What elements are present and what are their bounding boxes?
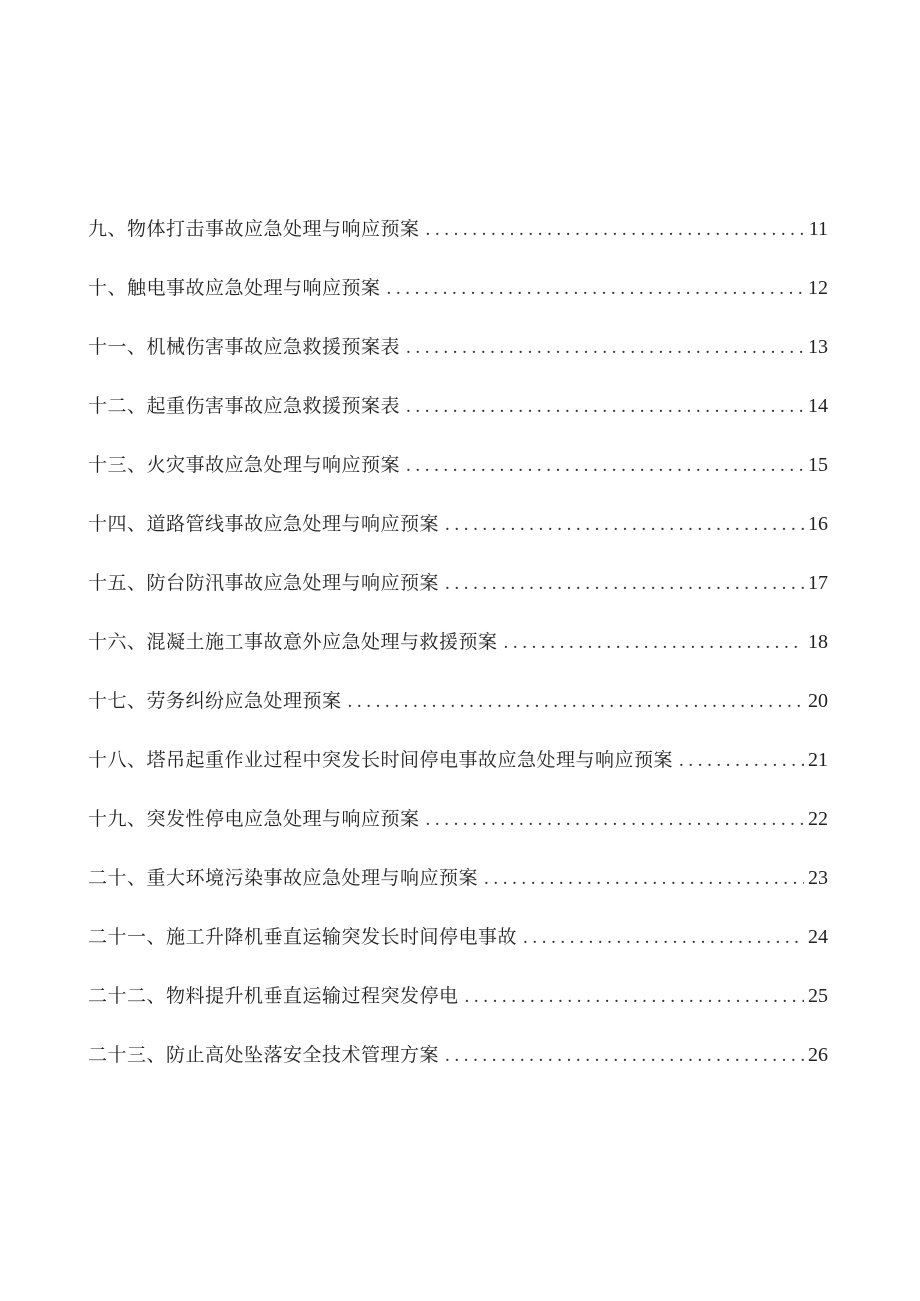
toc-entry[interactable] [88, 269, 828, 328]
toc-dot-leader [387, 270, 804, 308]
toc-page-number: 15 [808, 454, 828, 476]
toc-dot-leader [348, 683, 804, 721]
toc-entry-title: 十七、劳务纠纷应急处理预案 [88, 690, 342, 712]
toc-entry[interactable] [88, 446, 828, 505]
toc-dot-leader [406, 329, 804, 367]
toc-page-number: 11 [808, 218, 828, 240]
toc-entry-title: 十、触电事故应急处理与响应预案 [88, 277, 381, 299]
toc-entry[interactable] [88, 328, 828, 387]
toc-page-number: 22 [808, 808, 828, 830]
toc-entry[interactable] [88, 564, 828, 623]
toc-entry-title: 十四、道路管线事故应急处理与响应预案 [88, 513, 440, 535]
toc-entry[interactable] [88, 623, 828, 682]
toc-dot-leader [504, 624, 804, 662]
toc-dot-leader [426, 211, 805, 249]
toc-entry-title: 十二、起重伤害事故应急救援预案表 [88, 395, 401, 417]
toc-entry-title: 十一、机械伤害事故应急救援预案表 [88, 336, 401, 358]
toc-entry[interactable] [88, 387, 828, 446]
toc-entry[interactable] [88, 977, 828, 1036]
toc-page-number: 25 [808, 985, 828, 1007]
toc-entry[interactable] [88, 1036, 828, 1095]
toc-page-number: 16 [808, 513, 828, 535]
toc-entry[interactable] [88, 741, 828, 800]
toc-dot-leader [484, 860, 804, 898]
toc-dot-leader [445, 565, 804, 603]
toc-dot-leader [465, 978, 804, 1016]
toc-dot-leader [445, 506, 804, 544]
toc-page-number: 26 [808, 1044, 828, 1066]
toc-page-number: 24 [808, 926, 828, 948]
toc-entry[interactable] [88, 918, 828, 977]
toc-page-number: 23 [808, 867, 828, 889]
toc-dot-leader [426, 801, 804, 839]
toc-dot-leader [406, 447, 804, 485]
toc-entry-title: 十五、防台防汛事故应急处理与响应预案 [88, 572, 440, 594]
toc-entry[interactable] [88, 800, 828, 859]
toc-page-number: 21 [808, 749, 828, 771]
toc-entry-title: 二十三、防止高处坠落安全技术管理方案 [88, 1044, 440, 1066]
toc-entry-title: 十六、混凝土施工事故意外应急处理与救援预案 [88, 631, 498, 653]
toc-page-number: 17 [808, 572, 828, 594]
toc-page-number: 14 [808, 395, 828, 417]
toc-page-number: 12 [808, 277, 828, 299]
toc-entry-title: 二十一、施工升降机垂直运输突发长时间停电事故 [88, 926, 518, 948]
toc-entry-title: 九、物体打击事故应急处理与响应预案 [88, 218, 420, 240]
toc-entry[interactable] [88, 682, 828, 741]
toc-entry-title: 十三、火灾事故应急处理与响应预案 [88, 454, 401, 476]
toc-entry-title: 十九、突发性停电应急处理与响应预案 [88, 808, 420, 830]
toc-page-number: 18 [808, 631, 828, 653]
toc-entry-title: 二十二、物料提升机垂直运输过程突发停电 [88, 985, 459, 1007]
toc-entry[interactable] [88, 859, 828, 918]
toc-dot-leader [679, 742, 804, 780]
toc-entry-title: 二十、重大环境污染事故应急处理与响应预案 [88, 867, 479, 889]
toc-dot-leader [523, 919, 804, 957]
table-of-contents [88, 210, 828, 1095]
toc-page-number: 20 [808, 690, 828, 712]
toc-dot-leader [406, 388, 804, 426]
toc-entry[interactable] [88, 210, 828, 269]
toc-dot-leader [445, 1037, 804, 1075]
toc-page-number: 13 [808, 336, 828, 358]
toc-entry-title: 十八、塔吊起重作业过程中突发长时间停电事故应急处理与响应预案 [88, 749, 674, 771]
toc-entry[interactable] [88, 505, 828, 564]
